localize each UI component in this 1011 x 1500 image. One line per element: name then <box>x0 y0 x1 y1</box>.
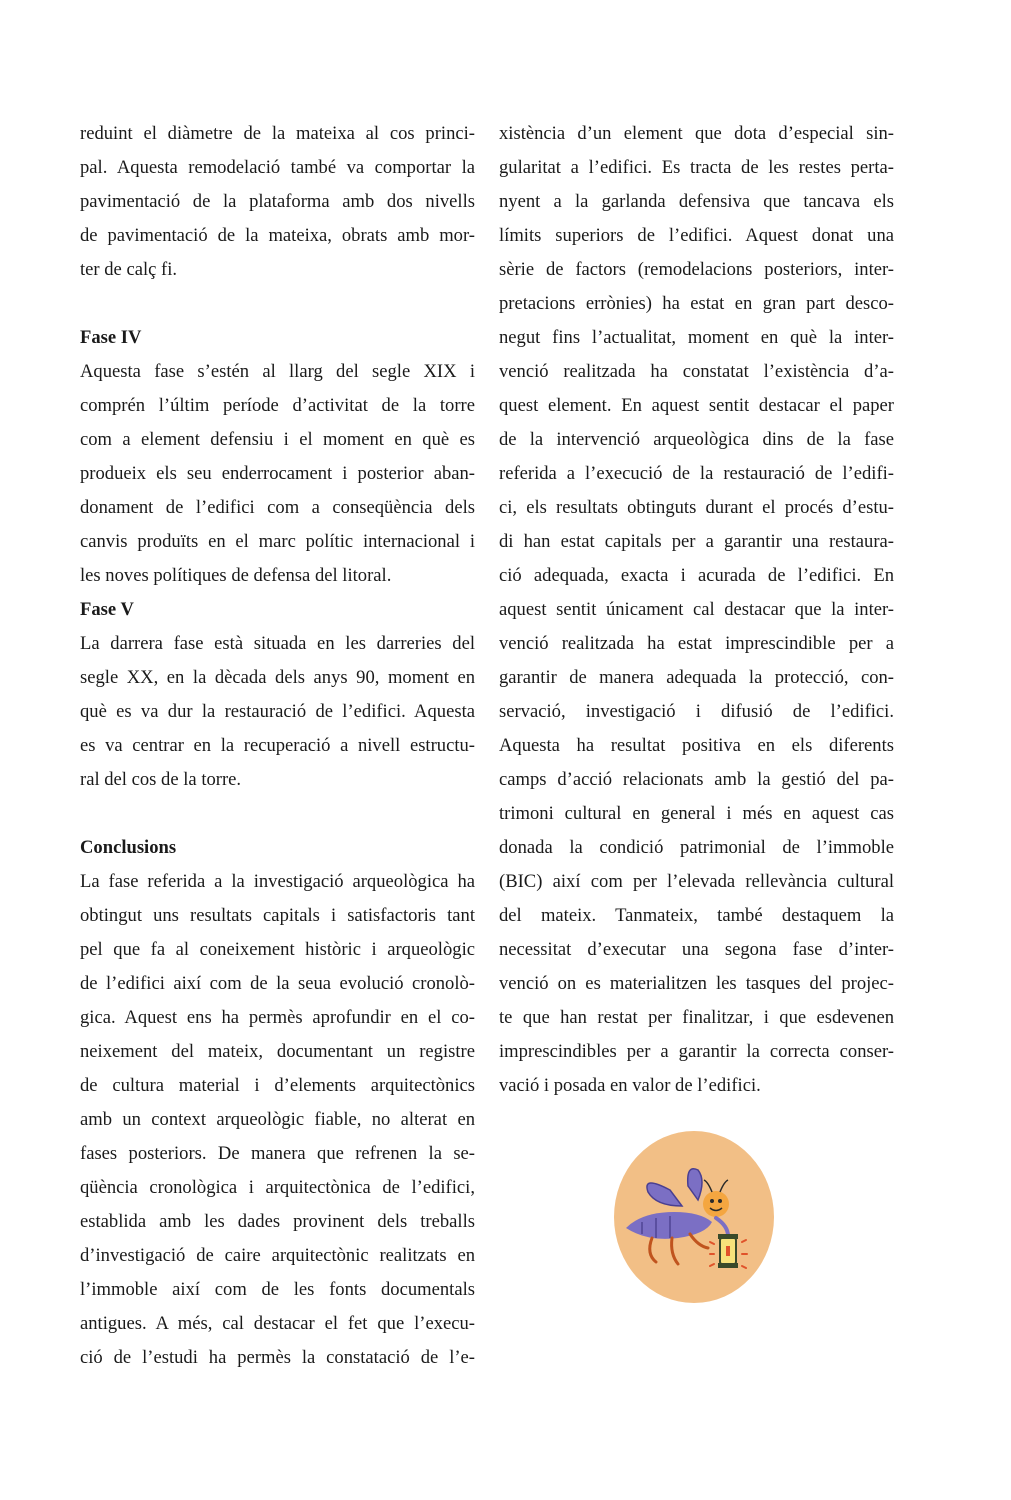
text-line: pretacions errònies) ha estat en gran part desco- <box>499 293 894 314</box>
text-line: nyent a la garlanda defensiva que tancava els <box>499 191 894 212</box>
conclusions-paragraph <box>80 865 475 1375</box>
heading-fase-v: Fase V <box>80 599 134 620</box>
text-line: ció adequada, exacta i acurada de l’edifici. En <box>499 565 894 586</box>
text-line: garantir de manera adequada la protecció, con- <box>499 667 894 688</box>
text-line: de pavimentació de la mateixa, obrats amb mor- <box>80 225 475 246</box>
text-line: pel que fa al coneixement històric i arqueològic <box>80 939 475 960</box>
text-line: produeix els seu enderrocament i posterior aban- <box>80 463 475 484</box>
text-line: reduint el diàmetre de la mateixa al cos princi- <box>80 123 475 144</box>
text-line: imprescindibles per a garantir la correcta conser- <box>499 1041 894 1062</box>
text-line: venció realitzada ha constatat l’existència d’a- <box>499 361 894 382</box>
text-line: necessitat d’executar una segona fase d’inter- <box>499 939 894 960</box>
text-line: aquest sentit únicament cal destacar que la inter- <box>499 599 894 620</box>
text-line: trimoni cultural en general i més en aquest cas <box>499 803 894 824</box>
text-line: venció realitzada ha estat imprescindible per a <box>499 633 894 654</box>
text-line: di han estat capitals per a garantir una restaura- <box>499 531 894 552</box>
text-line: vació i posada en valor de l’edifici. <box>499 1075 761 1096</box>
heading-conclusions: Conclusions <box>80 837 177 858</box>
text-line: comprén l’últim període d’activitat de la torre <box>80 395 475 416</box>
text-line: donament de l’edifici com a conseqüència dels <box>80 497 475 518</box>
continuation-paragraph <box>499 117 894 1103</box>
text-line: servació, investigació i difusió de l’edifici. <box>499 701 894 722</box>
text-line: qüència cronològica i arquitectònica de l’edifici, <box>80 1177 475 1198</box>
text-line: neixement del mateix, documentant un registre <box>80 1041 475 1062</box>
text-line: ci, els resultats obtinguts durant el procés d’estu- <box>499 497 894 518</box>
text-line: de cultura material i d’elements arquitectònics <box>80 1075 475 1096</box>
text-line: gica. Aquest ens ha permès aprofundir en el co- <box>80 1007 475 1028</box>
text-line: del mateix. Tanmateix, també destaquem la <box>499 905 894 926</box>
text-line: de l’edifici així com de la seua evolució cronolò- <box>80 973 475 994</box>
text-line: què es va dur la restauració de l’edifici. Aquesta <box>80 701 475 722</box>
text-line: antigues. A més, cal destacar el fet que l’execu- <box>80 1313 475 1334</box>
text-line: donada la condició patrimonial de l’immoble <box>499 837 894 858</box>
text-line: La fase referida a la investigació arqueològica ha <box>80 871 475 892</box>
text-line: ció de l’estudi ha permès la constatació de l’e- <box>80 1347 475 1368</box>
left-column <box>80 117 475 1375</box>
text-line: sèrie de factors (remodelacions posteriors, inter- <box>499 259 894 280</box>
text-line: obtingut uns resultats capitals i satisfactoris tant <box>80 905 475 926</box>
fase-v-paragraph <box>80 627 475 797</box>
text-line: referida a l’execució de la restauració de l’edifi- <box>499 463 894 484</box>
text-line: xistència d’un element que dota d’especial sin- <box>499 123 894 144</box>
text-line: pavimentació de la plataforma amb dos nivells <box>80 191 475 212</box>
text-line: ral del cos de la torre. <box>80 769 242 790</box>
text-line: com a element defensiu i el moment en què es <box>80 429 475 450</box>
firefly-with-lantern-icon <box>612 1130 776 1304</box>
text-line: de la intervenció arqueològica dins de la fase <box>499 429 894 450</box>
text-line: negut fins l’actualitat, moment en què la inter- <box>499 327 894 348</box>
text-line: les noves polítiques de defensa del litoral. <box>80 565 392 586</box>
text-line: venció on es materialitzen les tasques del projec- <box>499 973 894 994</box>
text-line: l’immoble així com de les fonts documentals <box>80 1279 475 1300</box>
text-line: establida amb les dades provinent dels treballs <box>80 1211 475 1232</box>
right-column <box>499 117 894 1103</box>
text-line: d’investigació de caire arquitectònic realitzats en <box>80 1245 475 1266</box>
text-line: fases posteriors. De manera que refrenen la se- <box>80 1143 475 1164</box>
heading-fase-iv: Fase IV <box>80 327 142 348</box>
text-line: amb un context arqueològic fiable, no alterat en <box>80 1109 475 1130</box>
text-line: ter de calç fi. <box>80 259 178 280</box>
intro-paragraph <box>80 117 475 287</box>
text-line: te que han restat per finalitzar, i que esdevenen <box>499 1007 894 1028</box>
text-line: quest element. En aquest sentit destacar el paper <box>499 395 894 416</box>
text-line: La darrera fase està situada en les darreries del <box>80 633 475 654</box>
text-line: pal. Aquesta remodelació també va comportar la <box>80 157 475 178</box>
fase-iv-paragraph <box>80 355 475 593</box>
text-line: (BIC) així com per l’elevada rellevància cultural <box>499 871 894 892</box>
text-line: gularitat a l’edifici. Es tracta de les restes perta- <box>499 157 894 178</box>
text-line: canvis produïts en el marc polític internacional i <box>80 531 475 552</box>
text-line: Aquesta fase s’estén al llarg del segle XIX i <box>80 361 475 382</box>
text-line: segle XX, en la dècada dels anys 90, moment en <box>80 667 475 688</box>
text-line: es va centrar en la recuperació a nivell estructu- <box>80 735 475 756</box>
text-line: límits superiors de l’edifici. Aquest donat una <box>499 225 894 246</box>
text-line: Aquesta ha resultat positiva en els diferents <box>499 735 894 756</box>
text-line: camps d’acció relacionats amb la gestió del pa- <box>499 769 894 790</box>
